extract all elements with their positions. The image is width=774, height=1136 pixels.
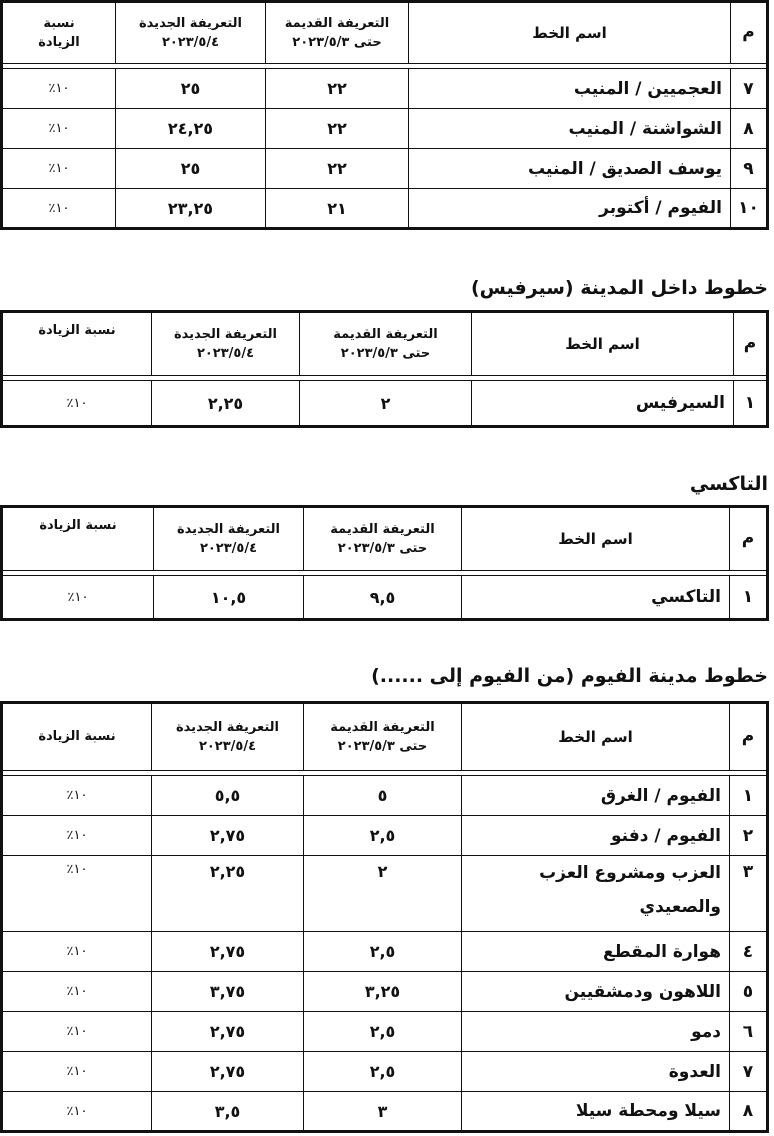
- table-row: [2, 816, 768, 856]
- row-num: ٤: [730, 932, 768, 972]
- row-increase: ١٠٪: [2, 189, 116, 229]
- table-row: [2, 1092, 768, 1132]
- row-line: السيرفيس: [472, 381, 734, 427]
- row-new-fare: ٢,٧٥: [152, 1012, 304, 1052]
- row-num: ٥: [730, 972, 768, 1012]
- col-num-header: م: [734, 312, 768, 376]
- row-old-fare: ٥: [304, 776, 462, 816]
- row-increase: ١٠٪: [2, 856, 152, 932]
- row-line: اللاهون ودمشقيين: [462, 972, 730, 1012]
- col-old-fare-header: [304, 703, 462, 771]
- old-fare-label: التعريفة القديمة: [330, 719, 435, 735]
- row-increase: ١٠٪: [2, 1012, 152, 1052]
- table-row: [2, 109, 768, 149]
- row-old-fare: ٢٢: [266, 69, 409, 109]
- increase-label-1: نسبة: [43, 15, 75, 31]
- row-line: هوارة المقطع: [462, 932, 730, 972]
- row-old-fare: ٣,٢٥: [304, 972, 462, 1012]
- row-increase: ١٠٪: [2, 932, 152, 972]
- old-fare-label: التعريفة القديمة: [284, 15, 390, 31]
- col-new-fare-header: [152, 312, 300, 376]
- row-new-fare: ٣,٧٥: [152, 972, 304, 1012]
- col-new-fare-header: [152, 703, 304, 771]
- row-old-fare: ٢: [300, 381, 472, 427]
- table-row: [2, 776, 768, 816]
- row-num: ٨: [730, 1092, 768, 1132]
- row-old-fare: ٢: [304, 856, 462, 932]
- row-new-fare: ٢,٢٥: [152, 856, 304, 932]
- col-line-header: اسم الخط: [462, 703, 730, 771]
- row-new-fare: ٢٣,٢٥: [116, 189, 266, 229]
- table-block-2: [3, 310, 769, 428]
- col-new-fare-header: [154, 507, 304, 571]
- table-row: [2, 972, 768, 1012]
- row-line: الفيوم / الغرق: [462, 776, 730, 816]
- row-increase: ١٠٪: [2, 381, 152, 427]
- table-row: [2, 69, 768, 109]
- col-num-header: م: [731, 2, 768, 64]
- table-row: [2, 1052, 768, 1092]
- old-fare-date: حتى ٢٠٢٣/٥/٣: [340, 346, 431, 361]
- table-row: [2, 381, 768, 427]
- table-row: [2, 189, 768, 229]
- fare-table-taxi: [0, 505, 769, 621]
- row-old-fare: ٢٢: [266, 109, 409, 149]
- header-row: [2, 507, 768, 571]
- increase-label-2: الزيادة: [38, 35, 80, 50]
- row-line: يوسف الصديق / المنيب: [409, 149, 731, 189]
- row-num: ١٠: [731, 189, 768, 229]
- row-old-fare: ٢,٥: [304, 932, 462, 972]
- row-increase: ١٠٪: [2, 149, 116, 189]
- row-num: ٧: [731, 69, 768, 109]
- table-row: [2, 1012, 768, 1052]
- col-line-header: اسم الخط: [462, 507, 730, 571]
- col-old-fare-header: [304, 507, 462, 571]
- old-fare-date: حتى ٢٠٢٣/٥/٣: [337, 739, 428, 754]
- row-line: سيلا ومحطة سيلا: [462, 1092, 730, 1132]
- row-old-fare: ٢٢: [266, 149, 409, 189]
- row-line: الشواشنة / المنيب: [409, 109, 731, 149]
- row-new-fare: ٢,٧٥: [152, 932, 304, 972]
- section-title-fayoum-city: خطوط مدينة الفيوم (من الفيوم إلى ......): [371, 665, 768, 687]
- row-new-fare: ٢,٢٥: [152, 381, 300, 427]
- row-increase: ١٠٪: [2, 816, 152, 856]
- row-old-fare: ٩,٥: [304, 576, 462, 620]
- row-new-fare: ٣,٥: [152, 1092, 304, 1132]
- row-old-fare: ٢,٥: [304, 1052, 462, 1092]
- header-row: [2, 2, 768, 64]
- header-row: [2, 703, 768, 771]
- new-fare-label: التعريفة الجديدة: [177, 521, 280, 537]
- row-increase: ١٠٪: [2, 972, 152, 1012]
- section-title-service: خطوط داخل المدينة (سيرفيس): [470, 277, 768, 299]
- row-increase: ١٠٪: [2, 109, 116, 149]
- old-fare-date: حتى ٢٠٢٣/٥/٣: [337, 541, 428, 556]
- row-old-fare: ٢,٥: [304, 816, 462, 856]
- row-increase: ١٠٪: [2, 1052, 152, 1092]
- table-block-4: [3, 701, 769, 1133]
- row-num: ٨: [731, 109, 768, 149]
- new-fare-date: ٢٠٢٣/٥/٤: [161, 35, 220, 50]
- row-num: ٧: [730, 1052, 768, 1092]
- new-fare-label: التعريفة الجديدة: [176, 719, 279, 735]
- header-row: [2, 312, 768, 376]
- new-fare-label: التعريفة الجديدة: [139, 15, 242, 31]
- new-fare-label: التعريفة الجديدة: [174, 326, 277, 342]
- row-old-fare: ٣: [304, 1092, 462, 1132]
- fare-table-fayoum-city: [0, 701, 769, 1133]
- col-num-header: م: [730, 507, 768, 571]
- col-increase-header: نسبة الزيادة: [2, 703, 152, 771]
- new-fare-date: ٢٠٢٣/٥/٤: [196, 346, 255, 361]
- row-increase: ١٠٪: [2, 776, 152, 816]
- old-fare-label: التعريفة القديمة: [330, 521, 435, 537]
- row-new-fare: ١٠,٥: [154, 576, 304, 620]
- row-old-fare: ٢,٥: [304, 1012, 462, 1052]
- row-old-fare: ٢١: [266, 189, 409, 229]
- row-increase: ١٠٪: [2, 69, 116, 109]
- row-new-fare: ٢,٧٥: [152, 1052, 304, 1092]
- row-line: الفيوم / أكتوبر: [409, 189, 731, 229]
- col-num-header: م: [730, 703, 768, 771]
- row-line: التاكسي: [462, 576, 730, 620]
- col-new-fare-header: [116, 2, 266, 64]
- old-fare-label: التعريفة القديمة: [333, 326, 438, 342]
- row-num: ٦: [730, 1012, 768, 1052]
- row-line: العدوة: [462, 1052, 730, 1092]
- row-num: ١: [730, 776, 768, 816]
- col-line-header: اسم الخط: [472, 312, 734, 376]
- row-line: العزب ومشروع العزب والصعيدي: [462, 856, 730, 932]
- col-increase-header: [2, 2, 116, 64]
- table-block-3: [3, 505, 769, 621]
- table-row: [2, 932, 768, 972]
- table-row: [2, 856, 768, 932]
- row-new-fare: ٥,٥: [152, 776, 304, 816]
- row-num: ١: [730, 576, 768, 620]
- row-increase: ١٠٪: [2, 1092, 152, 1132]
- col-increase-header: نسبة الزيادة: [2, 312, 152, 376]
- fare-table-service: [0, 310, 769, 428]
- section-title-taxi: التاكسي: [689, 473, 768, 495]
- fare-table-1: [0, 0, 769, 230]
- table-row: [2, 576, 768, 620]
- table-row: [2, 149, 768, 189]
- row-num: ٣: [730, 856, 768, 932]
- row-new-fare: ٢,٧٥: [152, 816, 304, 856]
- row-new-fare: ٢٥: [116, 69, 266, 109]
- row-line: دمو: [462, 1012, 730, 1052]
- row-num: ٢: [730, 816, 768, 856]
- new-fare-date: ٢٠٢٣/٥/٤: [199, 541, 258, 556]
- row-line: الفيوم / دفنو: [462, 816, 730, 856]
- row-increase: ١٠٪: [2, 576, 154, 620]
- table-block-1: [3, 0, 769, 230]
- col-old-fare-header: [300, 312, 472, 376]
- col-increase-header: نسبة الزيادة: [2, 507, 154, 571]
- old-fare-date: حتى ٢٠٢٣/٥/٣: [292, 35, 382, 50]
- new-fare-date: ٢٠٢٣/٥/٤: [198, 739, 257, 754]
- row-num: ٩: [731, 149, 768, 189]
- row-line: العجميين / المنيب: [409, 69, 731, 109]
- row-num: ١: [734, 381, 768, 427]
- col-old-fare-header: [266, 2, 409, 64]
- row-new-fare: ٢٤,٢٥: [116, 109, 266, 149]
- row-new-fare: ٢٥: [116, 149, 266, 189]
- col-line-header: اسم الخط: [409, 2, 731, 64]
